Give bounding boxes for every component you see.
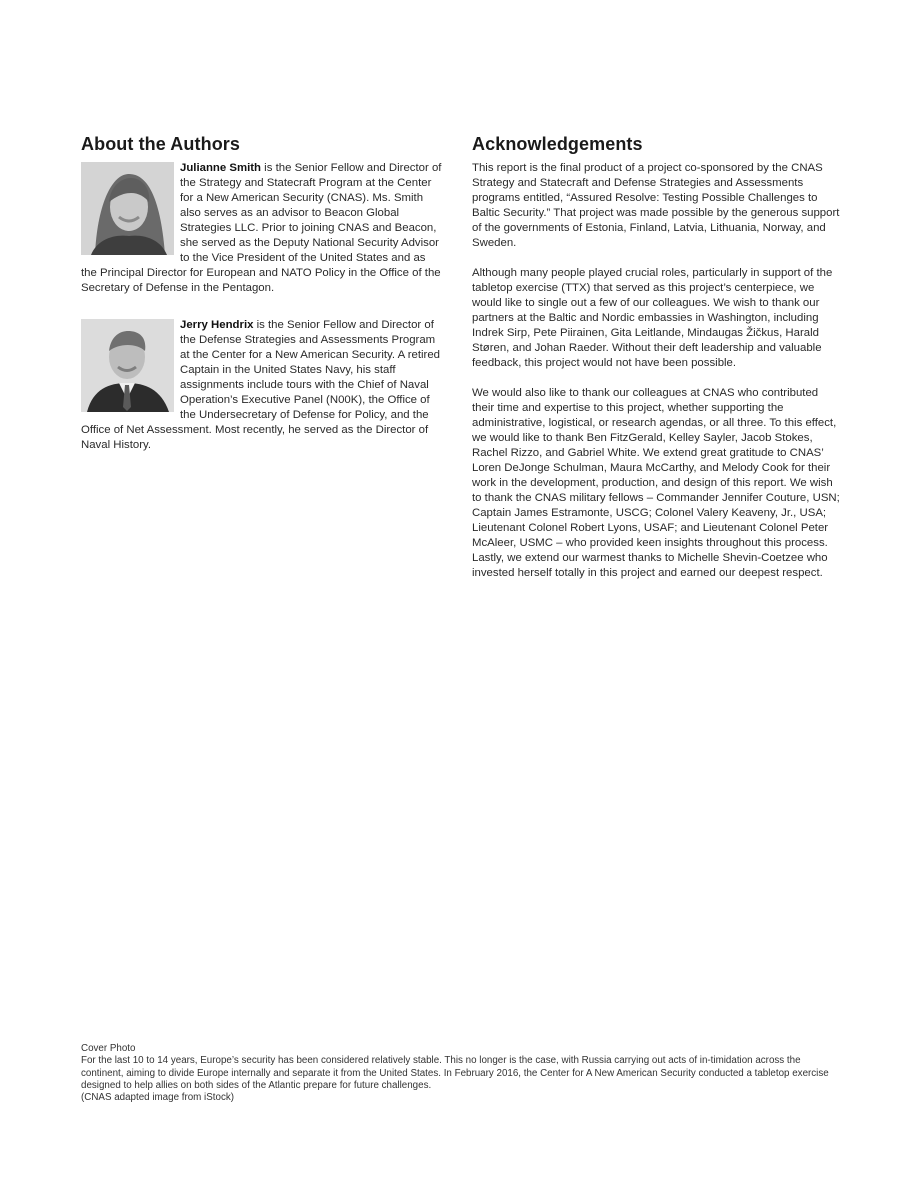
author-name: Jerry Hendrix <box>180 319 254 331</box>
caption-credit: (CNAS adapted image from iStock) <box>81 1092 234 1104</box>
about-the-authors-section <box>81 133 443 453</box>
acknowledgements-paragraph-3: We would also like to thank our colleagues at CNAS who contributed their time and expertise to this project, whether supporting the administrative, logistical, or research agendas, or all three. To this effect, we would like to thank Ben FitzGerald, Kelley Sayler, Jacob Stokes, Rachel Rizzo, and Gabriel White. We extend great gratitude to CNAS’ Loren DeJonge Schulman, Maura McCarthy, and Melody Cook for their work in the development, production, and design of this report. We wish to thank the CNAS military fellows – Commander Jennifer Couture, USN; Captain James Estramonte, USCG; Colonel Valery Keaveny, Jr., USA; Lieutenant Colonel Robert Lyons, USAF; and Lieutenant Colonel Peter McAleer, USMC – who provided keen insights throughout this process. Lastly, we extend our warmest thanks to Michelle Shevin-Coetzee who invested herself totally in this project and earned our deepest respect. <box>472 387 840 579</box>
author-bio-body: is the Senior Fellow and Director of the Strategy and Statecraft Program at the Center for a New American Security (CNAS). Ms. Smith also serves as an advisor to Beacon Global Strategies LLC. Prior to joining CNAS and Beacon, she served as the Deputy National Security Advisor to the Vice President of the United States and as the Principal Director for European and NATO Policy in the Office of the Secretary of Defense in the Pentagon. <box>81 162 442 294</box>
authors-heading: About the Authors <box>81 134 241 154</box>
author-name: Julianne Smith <box>180 162 262 174</box>
caption-title: Cover Photo <box>81 1043 136 1054</box>
acknowledgements-paragraph-1: This report is the final product of a project co-sponsored by the CNAS Strategy and Statecraft and Defense Strategies and Assessments programs entitled, “Assured Resolve: Testing Possible Challenges to Baltic Security.” That project was made possible by the generous support of the governments of Estonia, Finland, Latvia, Lithuania, Norway, and Sweden. <box>472 162 840 249</box>
author-bio-julianne-smith <box>81 161 443 296</box>
caption-text: For the last 10 to 14 years, Europe’s security has been considered relatively stable. This no longer is the case, with Russia carrying out acts of in-timidation across the continent, aiming to divide Europe internally and separate it from the United States. In February 2016, the Center for A New American Security conducted a tabletop exercise designed to help allies on both sides of the Atlantic prepare for future challenges. <box>81 1055 829 1091</box>
author-photo-julianne-smith <box>81 162 174 255</box>
author-photo-jerry-hendrix <box>81 319 174 412</box>
acknowledgements-section <box>472 133 840 581</box>
cover-photo-caption <box>81 1043 841 1104</box>
author-bio-jerry-hendrix <box>81 318 443 453</box>
acknowledgements-paragraph-2: Although many people played crucial roles, particularly in support of the tabletop exercise (TTX) that served as this project’s centerpiece, we would like to single out a few of our colleagues. We wish to thank our partners at the Baltic and Nordic embassies in Washington, including Indrek Sirp, Pete Piirainen, Gita Leitlande, Mindaugas Žičkus, Harald Støren, and Johan Raeder. Without their deft leadership and valuable feedback, this project would not have been possible. <box>472 267 833 369</box>
author-bio-body: is the Senior Fellow and Director of the Defense Strategies and Assessments Program at the Center for a New American Security. A retired Captain in the United States Navy, his staff assignments include tours with the Chief of Naval Operation’s Executive Panel (N00K), the Office of the Undersecretary of Defense for Policy, and the Office of Net Assessment. Most recently, he served as the Director of Naval History. <box>81 319 440 451</box>
acknowledgements-heading: Acknowledgements <box>472 134 643 154</box>
